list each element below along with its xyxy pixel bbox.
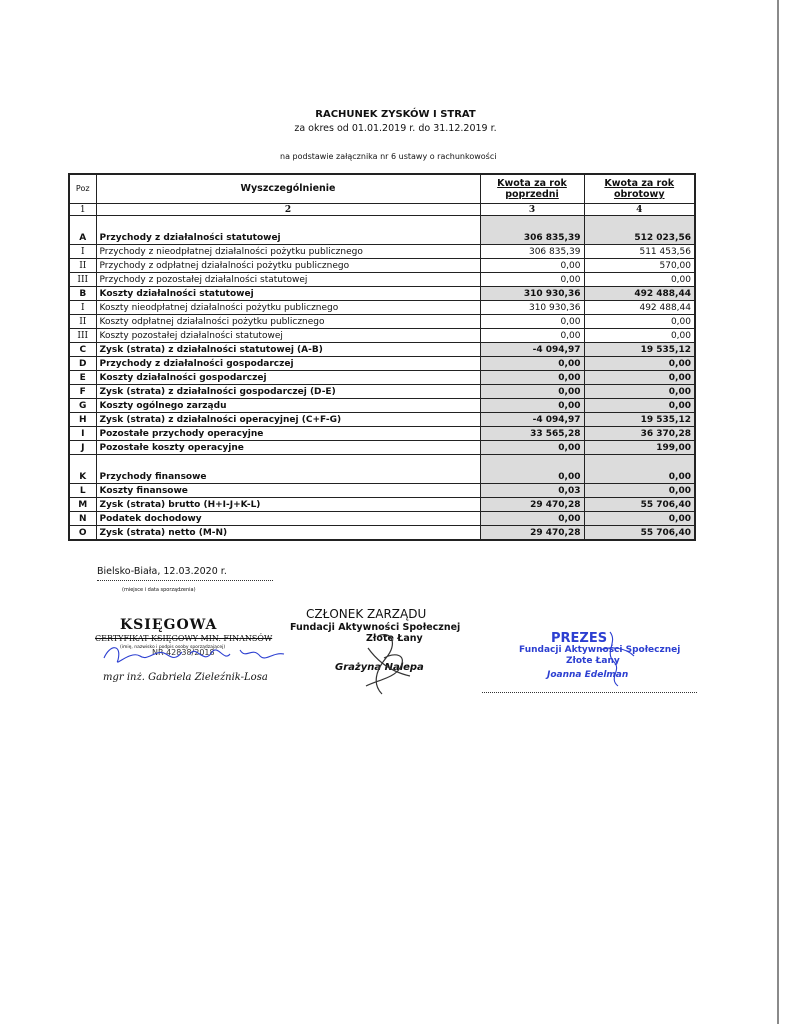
table-row: [69, 498, 695, 512]
row-current-year: 492 488,44: [584, 301, 695, 315]
row-label: Koszty działalności gospodarczej: [96, 371, 480, 385]
president-org-name: Złote Łany: [566, 656, 620, 666]
row-previous-year: 306 835,39: [480, 216, 584, 245]
row-poz: K: [69, 455, 96, 484]
row-poz: O: [69, 526, 96, 541]
table-row: [69, 413, 695, 427]
row-previous-year: 0,00: [480, 371, 584, 385]
row-current-year: 19 535,12: [584, 343, 695, 357]
row-label: Koszty finansowe: [96, 484, 480, 498]
row-previous-year: 0,00: [480, 273, 584, 287]
row-previous-year: 0,00: [480, 512, 584, 526]
table-row: [69, 484, 695, 498]
row-previous-year: 0,00: [480, 357, 584, 371]
table-row: [69, 245, 695, 259]
table-row: [69, 216, 695, 245]
row-poz: G: [69, 399, 96, 413]
accountant-small-print: (imię, nazwisko i podpis osoby sporządzającej): [120, 645, 226, 650]
row-current-year: 0,00: [584, 273, 695, 287]
place-date-line: [97, 580, 273, 581]
row-previous-year: -4 094,97: [480, 343, 584, 357]
row-poz: B: [69, 287, 96, 301]
row-current-year: 19 535,12: [584, 413, 695, 427]
row-label: Zysk (strata) z działalności gospodarczej (D-E): [96, 385, 480, 399]
row-label: Zysk (strata) z działalności operacyjnej (C+F-G): [96, 413, 480, 427]
income-statement-table: [68, 173, 696, 541]
row-poz: L: [69, 484, 96, 498]
row-label: Przychody z działalności statutowej: [96, 216, 480, 245]
row-current-year: 492 488,44: [584, 287, 695, 301]
row-previous-year: -4 094,97: [480, 413, 584, 427]
row-poz: F: [69, 385, 96, 399]
header-poz: Poz: [69, 174, 96, 204]
column-number: 1: [69, 204, 96, 216]
table-row: [69, 512, 695, 526]
row-label: Koszty pozostałej działalności statutowej: [96, 329, 480, 343]
table-row: [69, 287, 695, 301]
row-poz: I: [69, 301, 96, 315]
table-row: [69, 455, 695, 484]
table-row: [69, 343, 695, 357]
column-number: 2: [96, 204, 480, 216]
president-name: Joanna Edelman: [547, 670, 629, 680]
row-previous-year: 33 565,28: [480, 427, 584, 441]
row-current-year: 36 370,28: [584, 427, 695, 441]
table-row: [69, 385, 695, 399]
header-description: Wyszczególnienie: [96, 174, 480, 204]
accountant-signature: [100, 640, 290, 670]
row-current-year: 0,00: [584, 484, 695, 498]
row-poz: D: [69, 357, 96, 371]
table-row: [69, 273, 695, 287]
row-current-year: 0,00: [584, 385, 695, 399]
row-previous-year: 0,00: [480, 441, 584, 455]
row-poz: I: [69, 427, 96, 441]
row-previous-year: 0,00: [480, 315, 584, 329]
row-poz: C: [69, 343, 96, 357]
row-current-year: 0,00: [584, 399, 695, 413]
row-current-year: 0,00: [584, 357, 695, 371]
report-period: za okres od 01.01.2019 r. do 31.12.2019 r.: [294, 123, 497, 134]
row-current-year: 199,00: [584, 441, 695, 455]
president-signature-line: [482, 692, 697, 693]
place-date-caption: (miejsce i data sporządzenia): [122, 587, 196, 593]
row-label: Przychody finansowe: [96, 455, 480, 484]
row-poz: M: [69, 498, 96, 512]
row-label: Przychody z działalności gospodarczej: [96, 357, 480, 371]
row-poz: III: [69, 273, 96, 287]
table-row: [69, 526, 695, 541]
table-row: [69, 315, 695, 329]
row-current-year: 0,00: [584, 512, 695, 526]
row-poz: H: [69, 413, 96, 427]
table-row: [69, 357, 695, 371]
row-label: Pozostałe koszty operacyjne: [96, 441, 480, 455]
row-current-year: 570,00: [584, 259, 695, 273]
row-current-year: 512 023,56: [584, 216, 695, 245]
table-row: [69, 259, 695, 273]
board-member-org-name: Złote Łany: [366, 633, 423, 644]
row-previous-year: 0,00: [480, 455, 584, 484]
row-previous-year: 0,00: [480, 399, 584, 413]
accountant-certificate: CERTYFIKAT KSIĘGOWY MIN. FINANSÓW: [95, 634, 273, 643]
row-previous-year: 0,00: [480, 259, 584, 273]
row-poz: E: [69, 371, 96, 385]
table-row: [69, 427, 695, 441]
row-current-year: 0,00: [584, 371, 695, 385]
row-label: Pozostałe przychody operacyjne: [96, 427, 480, 441]
row-previous-year: 0,03: [480, 484, 584, 498]
column-number: 4: [584, 204, 695, 216]
row-label: Koszty działalności statutowej: [96, 287, 480, 301]
row-previous-year: 306 835,39: [480, 245, 584, 259]
table-row: [69, 371, 695, 385]
table-row: [69, 399, 695, 413]
row-poz: I: [69, 245, 96, 259]
row-label: Koszty ogólnego zarządu: [96, 399, 480, 413]
row-label: Koszty odpłatnej działalności pożytku publicznego: [96, 315, 480, 329]
board-member-signature: [348, 628, 418, 698]
row-previous-year: 29 470,28: [480, 498, 584, 512]
row-label: Podatek dochodowy: [96, 512, 480, 526]
row-poz: A: [69, 216, 96, 245]
row-label: Przychody z pozostałej działalności statutowej: [96, 273, 480, 287]
row-label: Zysk (strata) z działalności statutowej (A-B): [96, 343, 480, 357]
row-poz: II: [69, 315, 96, 329]
row-poz: N: [69, 512, 96, 526]
place-and-date: Bielsko-Biała, 12.03.2020 r.: [97, 566, 227, 577]
row-poz: III: [69, 329, 96, 343]
row-label: Zysk (strata) netto (M-N): [96, 526, 480, 541]
row-label: Przychody z odpłatnej działalności pożytku publicznego: [96, 259, 480, 273]
row-label: Koszty nieodpłatnej działalności pożytku publicznego: [96, 301, 480, 315]
accountant-stamp-title: KSIĘGOWA: [120, 617, 218, 633]
board-member-name: Grażyna Nalepa: [335, 662, 424, 673]
row-current-year: 0,00: [584, 315, 695, 329]
accountant-name: mgr inż. Gabriela Zieleźnik-Losa: [103, 672, 268, 683]
row-current-year: 55 706,40: [584, 498, 695, 512]
row-previous-year: 0,00: [480, 385, 584, 399]
row-current-year: 0,00: [584, 329, 695, 343]
table-row: [69, 301, 695, 315]
row-current-year: 0,00: [584, 455, 695, 484]
report-title: RACHUNEK ZYSKÓW I STRAT: [315, 109, 476, 120]
board-member-title: CZŁONEK ZARZĄDU: [306, 607, 427, 621]
president-title: PREZES: [551, 631, 608, 646]
row-label: Zysk (strata) brutto (H+I-J+K-L): [96, 498, 480, 512]
column-number: 3: [480, 204, 584, 216]
table-row: [69, 441, 695, 455]
accountant-cert-number: NR 42838/2018: [152, 648, 215, 657]
row-poz: II: [69, 259, 96, 273]
row-current-year: 55 706,40: [584, 526, 695, 541]
table-row: [69, 329, 695, 343]
header-previous-year: Kwota za rok poprzedni: [480, 174, 584, 204]
legal-basis-note: na podstawie załącznika nr 6 ustawy o rachunkowości: [280, 152, 497, 161]
row-label: Przychody z nieodpłatnej działalności pożytku publicznego: [96, 245, 480, 259]
president-org: Fundacji Aktywności Społecznej: [519, 645, 681, 655]
table-header-row: [69, 174, 695, 204]
row-previous-year: 310 930,36: [480, 287, 584, 301]
header-current-year: Kwota za rok obrotowy: [584, 174, 695, 204]
scan-edge: [777, 0, 779, 1024]
row-poz: J: [69, 441, 96, 455]
row-previous-year: 29 470,28: [480, 526, 584, 541]
column-number-row: [69, 204, 695, 216]
board-member-org: Fundacji Aktywności Społecznej: [290, 622, 461, 633]
row-previous-year: 0,00: [480, 329, 584, 343]
row-previous-year: 310 930,36: [480, 301, 584, 315]
row-current-year: 511 453,56: [584, 245, 695, 259]
president-signature: [590, 628, 640, 688]
